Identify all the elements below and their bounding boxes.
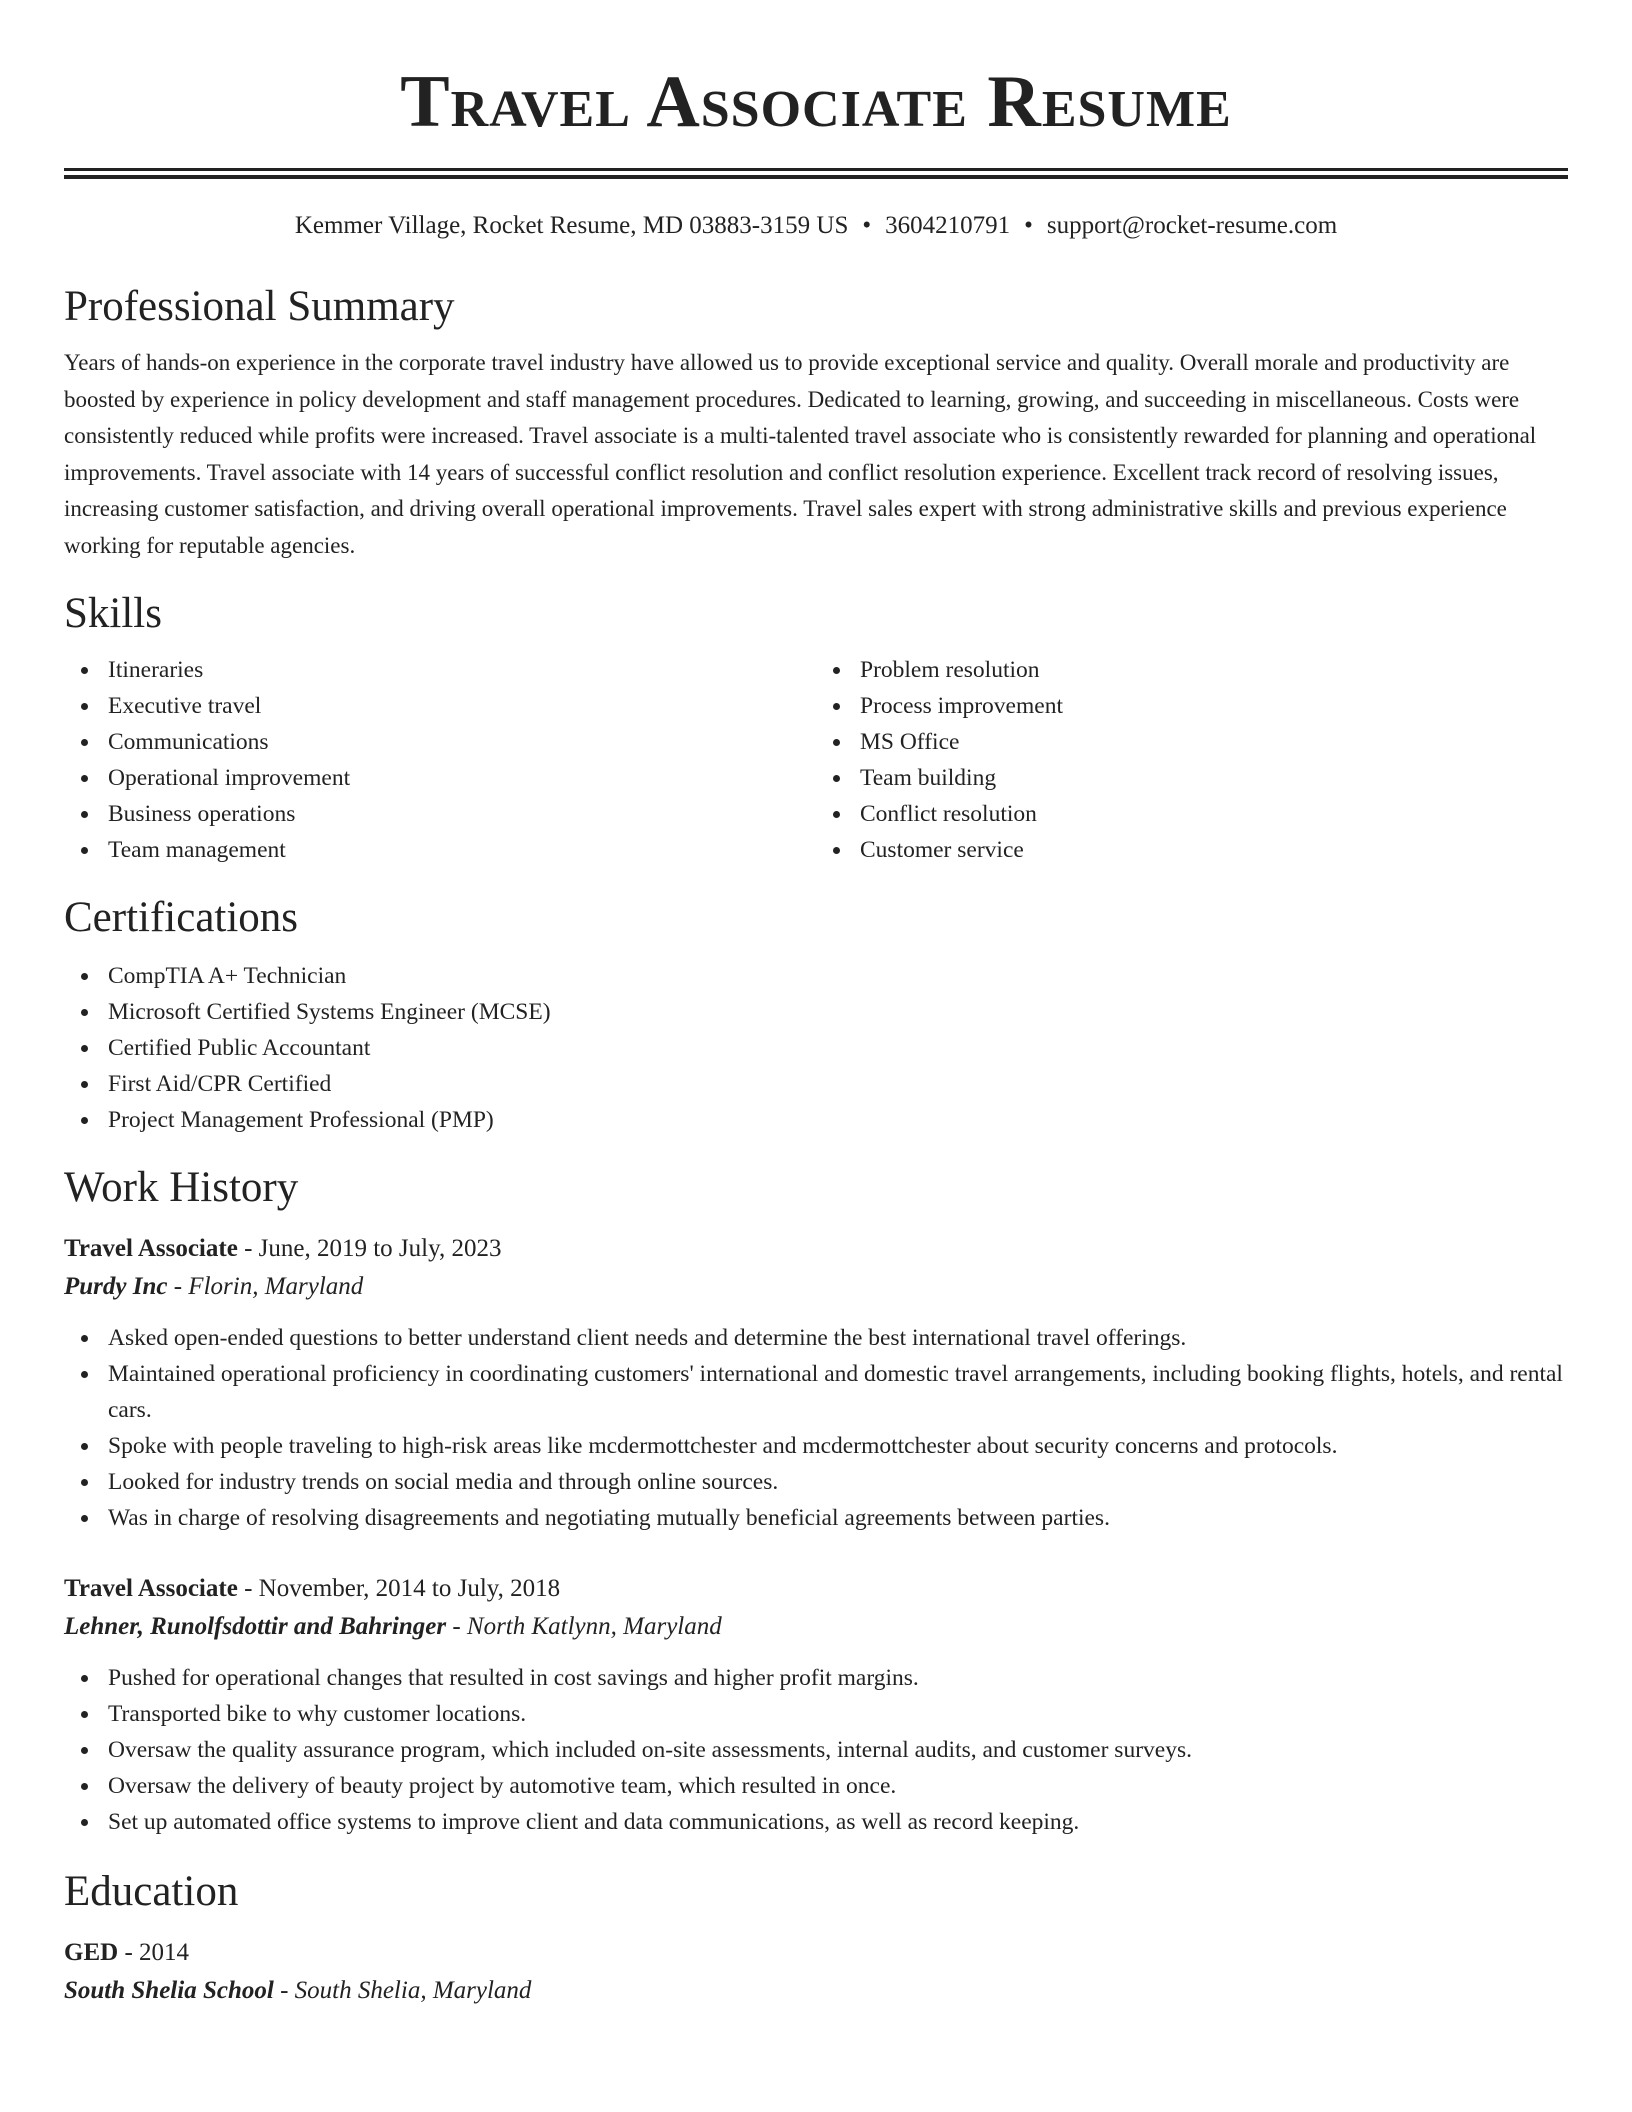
certification-item: Project Management Professional (PMP) bbox=[64, 1102, 1568, 1138]
resume-title: Travel Associate Resume bbox=[400, 61, 1232, 143]
company-location: - North Katlynn, Maryland bbox=[446, 1613, 722, 1640]
job-entry bbox=[64, 1230, 1568, 1536]
job-bullet: Oversaw the quality assurance program, which included on-site assessments, internal audits, and customer surveys. bbox=[64, 1732, 1568, 1768]
contact-email: support@rocket-resume.com bbox=[1046, 212, 1338, 239]
job-title: Travel Associate bbox=[64, 1575, 238, 1602]
job-bullet: Oversaw the delivery of beauty project by automotive team, which resulted in once. bbox=[64, 1768, 1568, 1804]
company-location: - Florin, Maryland bbox=[167, 1273, 364, 1300]
job-bullet: Pushed for operational changes that resulted in cost savings and higher profit margins. bbox=[64, 1660, 1568, 1696]
degree-year: - 2014 bbox=[118, 1939, 190, 1966]
job-dates: - November, 2014 to July, 2018 bbox=[237, 1575, 561, 1602]
skill-item: Problem resolution bbox=[816, 652, 1568, 688]
skill-item: Team management bbox=[64, 832, 816, 868]
certifications-list bbox=[64, 958, 1568, 1138]
education-heading: Education bbox=[64, 1868, 239, 1915]
certification-item: First Aid/CPR Certified bbox=[64, 1066, 1568, 1102]
job-entry bbox=[64, 1570, 1568, 1840]
certifications-heading: Certifications bbox=[64, 894, 299, 941]
skill-item: Process improvement bbox=[816, 688, 1568, 724]
job-bullet: Transported bike to why customer locations. bbox=[64, 1696, 1568, 1732]
degree: GED bbox=[64, 1939, 119, 1966]
skill-item: MS Office bbox=[816, 724, 1568, 760]
title-double-rule bbox=[64, 168, 1568, 179]
school-location: - South Shelia, Maryland bbox=[273, 1977, 532, 2004]
summary-text: Years of hands-on experience in the corporate travel industry have allowed us to provide exceptional service and quality. Overall morale and productivity are boosted by experience in policy development and staff management procedures. Dedicated to learning, growing, and succeeding in miscellaneous. Costs were consistently reduced while profits were increased. Travel associate is a multi-talented travel associate who is consistently rewarded for planning and operational improvements. Travel associate with 14 years of successful conflict resolution and conflict resolution experience. Excellent track record of resolving issues, increasing customer satisfaction, and driving overall operational improvements. Travel sales expert with strong administrative skills and previous experience working for reputable agencies. bbox=[64, 350, 1537, 558]
job-bullets bbox=[64, 1320, 1568, 1536]
skill-item: Operational improvement bbox=[64, 760, 816, 796]
job-title: Travel Associate bbox=[64, 1235, 238, 1262]
education-entry bbox=[64, 1934, 1568, 2010]
certification-item: Certified Public Accountant bbox=[64, 1030, 1568, 1066]
skill-item: Business operations bbox=[64, 796, 816, 832]
skills-columns bbox=[64, 652, 1568, 868]
certification-item: CompTIA A+ Technician bbox=[64, 958, 1568, 994]
skill-item: Team building bbox=[816, 760, 1568, 796]
skills-list-left bbox=[64, 652, 816, 868]
school-line bbox=[64, 1972, 1568, 2010]
job-bullet: Was in charge of resolving disagreements and negotiating mutually beneficial agreements between parties. bbox=[64, 1500, 1568, 1536]
skills-list-right bbox=[816, 652, 1568, 868]
job-bullet: Looked for industry trends on social media and through online sources. bbox=[64, 1464, 1568, 1500]
skill-item: Communications bbox=[64, 724, 816, 760]
job-title-line bbox=[64, 1230, 1568, 1268]
contact-phone: 3604210791 bbox=[885, 212, 1011, 239]
school-name: South Shelia School bbox=[64, 1977, 274, 2004]
degree-line bbox=[64, 1934, 1568, 1972]
job-bullets bbox=[64, 1660, 1568, 1840]
company-line bbox=[64, 1268, 1568, 1306]
job-title-line bbox=[64, 1570, 1568, 1608]
company-line bbox=[64, 1608, 1568, 1646]
summary-heading: Professional Summary bbox=[64, 283, 455, 330]
contact-separator: • bbox=[862, 212, 872, 239]
skill-item: Conflict resolution bbox=[816, 796, 1568, 832]
skill-item: Executive travel bbox=[64, 688, 816, 724]
work-history-heading: Work History bbox=[64, 1164, 299, 1211]
job-bullet: Spoke with people traveling to high-risk areas like mcdermottchester and mcdermottchester about security concerns and protocols. bbox=[64, 1428, 1568, 1464]
contact-separator: • bbox=[1024, 212, 1033, 239]
company-name: Purdy Inc bbox=[64, 1273, 168, 1300]
company-name: Lehner, Runolfsdottir and Bahringer bbox=[64, 1613, 447, 1640]
skill-item: Customer service bbox=[816, 832, 1568, 868]
certification-item: Microsoft Certified Systems Engineer (MCSE) bbox=[64, 994, 1568, 1030]
job-bullet: Set up automated office systems to improve client and data communications, as well as record keeping. bbox=[64, 1804, 1568, 1840]
job-bullet: Asked open-ended questions to better understand client needs and determine the best international travel offerings. bbox=[64, 1320, 1568, 1356]
contact-address: Kemmer Village, Rocket Resume, MD 03883-3159 US bbox=[294, 212, 849, 239]
job-bullet: Maintained operational proficiency in coordinating customers' international and domestic travel arrangements, including booking flights, hotels, and rental cars. bbox=[64, 1356, 1568, 1428]
contact-line bbox=[64, 209, 1568, 243]
skill-item: Itineraries bbox=[64, 652, 816, 688]
job-dates: - June, 2019 to July, 2023 bbox=[237, 1235, 502, 1262]
skills-heading: Skills bbox=[64, 590, 162, 637]
